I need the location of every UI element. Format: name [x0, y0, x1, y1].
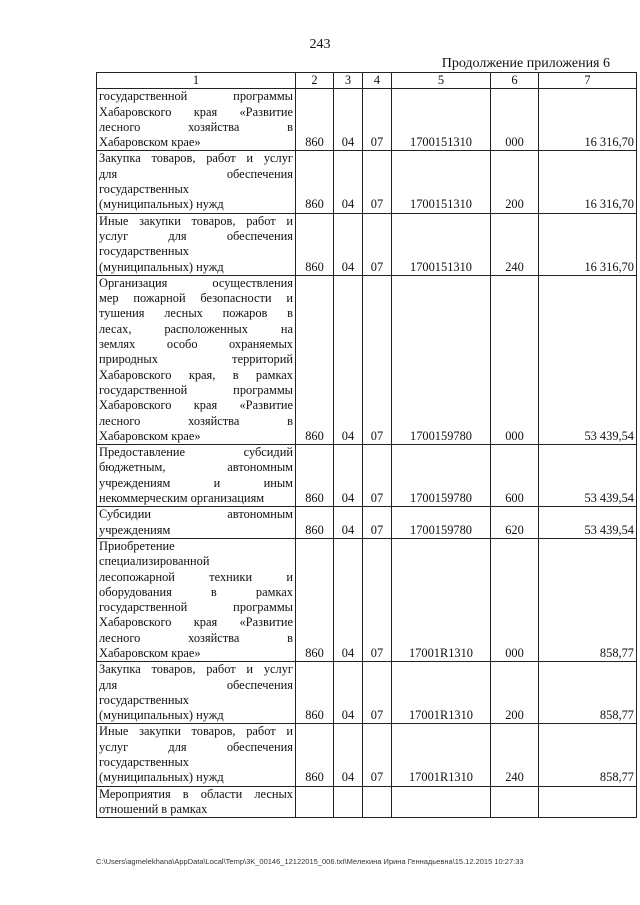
amount-cell: 53 439,54: [539, 275, 637, 444]
subsection-code-cell: 07: [363, 89, 392, 151]
target-article-cell: [392, 786, 491, 818]
table-row: [97, 507, 637, 539]
subsection-code-cell: 07: [363, 507, 392, 539]
expense-name-line: мер пожарной безопасности и: [99, 291, 293, 306]
expense-type-cell: 000: [491, 89, 539, 151]
expense-name-line: специализированной: [99, 554, 210, 569]
amount-cell: 858,77: [539, 724, 637, 786]
expense-name-line: Хабаровском крае»: [99, 645, 201, 660]
expense-name-line: Организация осуществления: [99, 275, 293, 290]
expense-name-line: учреждениям и иным: [99, 475, 293, 490]
budget-table: [96, 72, 637, 818]
expense-name-cell: [97, 724, 296, 786]
expense-name-cell: [97, 445, 296, 507]
target-article-cell: 1700159780: [392, 275, 491, 444]
subsection-code-cell: 07: [363, 445, 392, 507]
expense-name-line: лесного хозяйства в: [99, 413, 293, 428]
ministry-code-cell: 860: [296, 724, 334, 786]
ministry-code-cell: 860: [296, 507, 334, 539]
expense-name-line: учреждениям: [99, 522, 171, 537]
ministry-code-cell: 860: [296, 662, 334, 724]
table-row: [97, 89, 637, 151]
expense-name-cell: [97, 275, 296, 444]
expense-type-cell: [491, 786, 539, 818]
expense-name-line: (муниципальных) нужд: [99, 708, 224, 723]
table-row: [97, 662, 637, 724]
expense-name-line: услуг для обеспечения: [99, 739, 293, 754]
table-row: [97, 275, 637, 444]
expense-name-line: Предоставление субсидий: [99, 445, 293, 460]
expense-name-line: Хабаровском крае»: [99, 428, 201, 443]
section-code-cell: 04: [334, 275, 363, 444]
expense-type-cell: 200: [491, 151, 539, 213]
amount-cell: [539, 786, 637, 818]
amount-cell: 858,77: [539, 538, 637, 661]
expense-type-cell: 600: [491, 445, 539, 507]
expense-name-line: лесного хозяйства в: [99, 630, 293, 645]
target-article-cell: 17001R1310: [392, 538, 491, 661]
expense-name-line: (муниципальных) нужд: [99, 259, 224, 274]
column-header: 4: [363, 73, 392, 89]
expense-name-line: Иные закупки товаров, работ и: [99, 213, 293, 228]
amount-cell: 16 316,70: [539, 151, 637, 213]
file-path-footer: C:\Users\agmelekhana\AppData\Local\Temp\3K_00146_12122015_006.txt\Мелехина Ирина Геннадьевна\15.12.2015 10:27:33: [96, 857, 524, 866]
expense-name-cell: [97, 786, 296, 818]
section-code-cell: 04: [334, 151, 363, 213]
amount-cell: 16 316,70: [539, 213, 637, 275]
expense-name-cell: [97, 662, 296, 724]
expense-name-line: лесного хозяйства в: [99, 119, 293, 134]
expense-name-cell: [97, 538, 296, 661]
expense-name-line: государственных: [99, 755, 190, 770]
expense-name-line: государственной программы: [99, 382, 293, 397]
table-row: [97, 445, 637, 507]
expense-name-line: оборудования в рамках: [99, 584, 293, 599]
column-header: 3: [334, 73, 363, 89]
appendix-caption: Продолжение приложения 6: [441, 56, 610, 71]
expense-name-line: Хабаровского края «Развитие: [99, 398, 293, 413]
table-row: [97, 213, 637, 275]
target-article-cell: 1700151310: [392, 213, 491, 275]
expense-name-line: Приобретение: [99, 538, 175, 553]
expense-name-line: (муниципальных) нужд: [99, 770, 224, 785]
expense-name-line: некоммерческим организациям: [99, 491, 265, 506]
expense-type-cell: 000: [491, 538, 539, 661]
expense-name-line: для обеспечения: [99, 677, 293, 692]
target-article-cell: 1700151310: [392, 89, 491, 151]
expense-name-cell: [97, 89, 296, 151]
column-header: 2: [296, 73, 334, 89]
section-code-cell: 04: [334, 538, 363, 661]
section-code-cell: 04: [334, 662, 363, 724]
expense-name-line: землях особо охраняемых: [99, 337, 293, 352]
column-header: 6: [491, 73, 539, 89]
expense-name-line: для обеспечения: [99, 166, 293, 181]
amount-cell: 16 316,70: [539, 89, 637, 151]
expense-name-line: бюджетным, автономным: [99, 460, 293, 475]
subsection-code-cell: [363, 786, 392, 818]
expense-name-line: Субсидии автономным: [99, 507, 293, 522]
amount-cell: 53 439,54: [539, 507, 637, 539]
section-code-cell: 04: [334, 445, 363, 507]
ministry-code-cell: 860: [296, 151, 334, 213]
subsection-code-cell: 07: [363, 662, 392, 724]
subsection-code-cell: 07: [363, 724, 392, 786]
table-body: [97, 89, 637, 818]
section-code-cell: 04: [334, 724, 363, 786]
expense-name-line: Мероприятия в области лесных: [99, 786, 293, 801]
target-article-cell: 1700159780: [392, 507, 491, 539]
ministry-code-cell: 860: [296, 445, 334, 507]
ministry-code-cell: 860: [296, 275, 334, 444]
subsection-code-cell: 07: [363, 213, 392, 275]
expense-name-line: Иные закупки товаров, работ и: [99, 724, 293, 739]
expense-name-line: Закупка товаров, работ и услуг: [99, 151, 293, 166]
page-number: 243: [309, 37, 331, 52]
expense-name-line: тушения лесных пожаров в: [99, 306, 293, 321]
expense-name-line: природных территорий: [99, 352, 293, 367]
expense-name-cell: [97, 151, 296, 213]
ministry-code-cell: [296, 786, 334, 818]
target-article-cell: 17001R1310: [392, 662, 491, 724]
expense-name-line: государственных: [99, 244, 190, 259]
expense-name-line: государственной программы: [99, 600, 293, 615]
section-code-cell: 04: [334, 89, 363, 151]
expense-name-line: лесах, расположенных на: [99, 321, 293, 336]
ministry-code-cell: 860: [296, 89, 334, 151]
section-code-cell: [334, 786, 363, 818]
expense-name-line: государственных: [99, 692, 190, 707]
amount-cell: 53 439,54: [539, 445, 637, 507]
column-header: 7: [539, 73, 637, 89]
expense-type-cell: 620: [491, 507, 539, 539]
table-header-row: [97, 73, 637, 89]
subsection-code-cell: 07: [363, 151, 392, 213]
expense-type-cell: 240: [491, 724, 539, 786]
table-row: [97, 786, 637, 818]
subsection-code-cell: 07: [363, 275, 392, 444]
expense-name-line: услуг для обеспечения: [99, 228, 293, 243]
target-article-cell: 1700159780: [392, 445, 491, 507]
expense-name-line: государственной программы: [99, 89, 293, 104]
expense-name-line: отношений в рамках: [99, 801, 208, 816]
table-row: [97, 538, 637, 661]
table-row: [97, 151, 637, 213]
expense-type-cell: 200: [491, 662, 539, 724]
ministry-code-cell: 860: [296, 538, 334, 661]
expense-name-line: (муниципальных) нужд: [99, 197, 224, 212]
table-row: [97, 724, 637, 786]
subsection-code-cell: 07: [363, 538, 392, 661]
expense-name-cell: [97, 213, 296, 275]
section-code-cell: 04: [334, 507, 363, 539]
column-header: 5: [392, 73, 491, 89]
expense-name-cell: [97, 507, 296, 539]
expense-name-line: Хабаровском крае»: [99, 135, 201, 150]
expense-name-line: лесопожарной техники и: [99, 569, 293, 584]
expense-name-line: Хабаровского края «Развитие: [99, 615, 293, 630]
expense-name-line: Хабаровского края «Развитие: [99, 104, 293, 119]
expense-name-line: государственных: [99, 182, 190, 197]
ministry-code-cell: 860: [296, 213, 334, 275]
target-article-cell: 1700151310: [392, 151, 491, 213]
expense-type-cell: 240: [491, 213, 539, 275]
column-header: 1: [97, 73, 296, 89]
section-code-cell: 04: [334, 213, 363, 275]
amount-cell: 858,77: [539, 662, 637, 724]
expense-name-line: Закупка товаров, работ и услуг: [99, 662, 293, 677]
target-article-cell: 17001R1310: [392, 724, 491, 786]
expense-name-line: Хабаровского края, в рамках: [99, 367, 293, 382]
expense-type-cell: 000: [491, 275, 539, 444]
